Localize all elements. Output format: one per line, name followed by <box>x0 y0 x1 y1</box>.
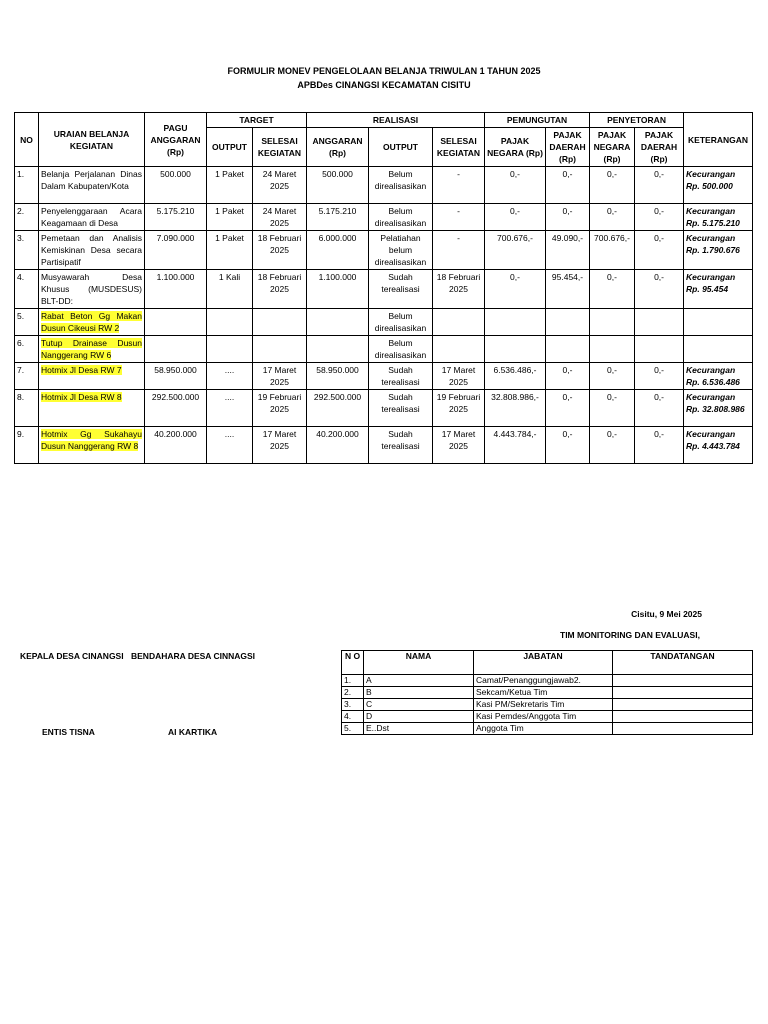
cell-pemungutan-daerah: 95.454,- <box>546 270 590 309</box>
cell-no: 5. <box>15 309 39 336</box>
cell-penyetoran-daerah: 0,- <box>635 204 684 231</box>
cell-target-selesai: 18 Februari 2025 <box>253 270 307 309</box>
team-header-no: N O <box>342 651 364 675</box>
cell-pemungutan-daerah: 0,- <box>546 427 590 464</box>
table-row <box>15 363 753 390</box>
table-row <box>15 390 753 427</box>
cell-pemungutan-daerah: 0,- <box>546 204 590 231</box>
cell-penyetoran-daerah: 0,- <box>635 167 684 204</box>
cell-uraian <box>39 427 145 464</box>
header-realisasi-output: OUTPUT <box>369 128 433 167</box>
cell-no: 8. <box>15 390 39 427</box>
cell-pagu: 5.175.210 <box>145 204 207 231</box>
cell-target-output <box>207 336 253 363</box>
cell-penyetoran-negara: 0,- <box>590 167 635 204</box>
cell-realisasi-anggaran <box>307 336 369 363</box>
header-realisasi: REALISASI <box>307 113 485 128</box>
highlighted-text: Hotmix Jl Desa RW 8 <box>41 392 122 402</box>
form-subtitle: APBDes CINANGSI KECAMATAN CISITU <box>297 80 471 90</box>
cell-target-selesai: 19 Februari 2025 <box>253 390 307 427</box>
header-penyetoran-negara: PAJAK NEGARA (Rp) <box>590 128 635 167</box>
header-pemungutan-daerah: PAJAK DAERAH (Rp) <box>546 128 590 167</box>
cell-realisasi-output: Belum direalisasikan <box>369 309 433 336</box>
cell-uraian <box>39 390 145 427</box>
cell-keterangan: Kecurangan Rp. 5.175.210 <box>684 204 753 231</box>
header-penyetoran: PENYETORAN <box>590 113 684 128</box>
cell-target-selesai: 18 Februari 2025 <box>253 231 307 270</box>
bendahara-name: AI KARTIKA <box>168 727 218 737</box>
cell-target-selesai <box>253 336 307 363</box>
team-cell-tandatangan <box>613 723 753 735</box>
cell-penyetoran-daerah: 0,- <box>635 363 684 390</box>
highlighted-text: Hotmix Gg Sukahayu Dusun Nanggerang RW 8 <box>41 429 142 451</box>
cell-realisasi-output: Sudah terealisasi <box>369 270 433 309</box>
cell-realisasi-output: Belum direalisasikan <box>369 336 433 363</box>
cell-no: 3. <box>15 231 39 270</box>
header-pemungutan: PEMUNGUTAN <box>485 113 590 128</box>
table-row <box>15 309 753 336</box>
team-cell-no: 3. <box>342 699 364 711</box>
cell-pemungutan-negara <box>485 336 546 363</box>
cell-realisasi-output: Sudah terealisasi <box>369 363 433 390</box>
cell-penyetoran-negara: 700.676,- <box>590 231 635 270</box>
cell-no: 6. <box>15 336 39 363</box>
cell-target-selesai <box>253 309 307 336</box>
cell-pemungutan-negara: 4.443.784,- <box>485 427 546 464</box>
cell-pagu: 7.090.000 <box>145 231 207 270</box>
team-row <box>342 723 753 735</box>
team-row <box>342 675 753 687</box>
cell-penyetoran-daerah: 0,- <box>635 231 684 270</box>
cell-target-selesai: 17 Maret 2025 <box>253 427 307 464</box>
cell-realisasi-anggaran: 500.000 <box>307 167 369 204</box>
cell-pemungutan-daerah: 0,- <box>546 390 590 427</box>
cell-keterangan: Kecurangan Rp. 1.790.676 <box>684 231 753 270</box>
cell-pemungutan-daerah: 0,- <box>546 363 590 390</box>
cell-no: 9. <box>15 427 39 464</box>
cell-realisasi-selesai: - <box>433 231 485 270</box>
cell-target-output: 1 Paket <box>207 167 253 204</box>
cell-pemungutan-daerah: 49.090,- <box>546 231 590 270</box>
highlighted-text: Hotmix Jl Desa RW 7 <box>41 365 122 375</box>
cell-penyetoran-daerah <box>635 309 684 336</box>
highlighted-text: Tutup Drainase Dusun Nanggerang RW 6 <box>41 338 142 360</box>
cell-uraian <box>39 309 145 336</box>
cell-pemungutan-daerah <box>546 309 590 336</box>
cell-target-output: 1 Paket <box>207 204 253 231</box>
cell-pemungutan-daerah: 0,- <box>546 167 590 204</box>
cell-penyetoran-daerah: 0,- <box>635 270 684 309</box>
cell-penyetoran-negara <box>590 336 635 363</box>
cell-realisasi-anggaran: 58.950.000 <box>307 363 369 390</box>
cell-realisasi-selesai: 19 Februari 2025 <box>433 390 485 427</box>
cell-uraian: Penyelenggaraan Acara Keagamaan di Desa <box>39 204 145 231</box>
cell-realisasi-output: Pelatiahan belum direalisasikan <box>369 231 433 270</box>
cell-penyetoran-negara: 0,- <box>590 363 635 390</box>
team-header-row <box>342 651 753 675</box>
cell-realisasi-anggaran <box>307 309 369 336</box>
kepala-desa-name: ENTIS TISNA <box>42 727 95 737</box>
team-cell-tandatangan <box>613 675 753 687</box>
cell-pemungutan-negara: 6.536.486,- <box>485 363 546 390</box>
header-realisasi-selesai: SELESAI KEGIATAN <box>433 128 485 167</box>
table-row <box>15 336 753 363</box>
cell-realisasi-output: Sudah terealisasi <box>369 427 433 464</box>
cell-keterangan: Kecurangan Rp. 500.000 <box>684 167 753 204</box>
header-penyetoran-daerah: PAJAK DAERAH (Rp) <box>635 128 684 167</box>
team-cell-jabatan: Camat/Penanggungjawab2. <box>474 675 613 687</box>
cell-realisasi-selesai: 18 Februari 2025 <box>433 270 485 309</box>
cell-target-output: .... <box>207 390 253 427</box>
cell-penyetoran-negara: 0,- <box>590 270 635 309</box>
team-header-tandatangan: TANDATANGAN <box>613 651 753 675</box>
team-cell-jabatan: Kasi PM/Sekretaris Tim <box>474 699 613 711</box>
team-cell-no: 4. <box>342 711 364 723</box>
monev-table <box>14 112 753 464</box>
header-no: NO <box>15 113 39 167</box>
table-row <box>15 231 753 270</box>
cell-pemungutan-negara: 0,- <box>485 270 546 309</box>
cell-pagu <box>145 336 207 363</box>
kepala-desa-title: KEPALA DESA CINANGSI <box>20 651 124 661</box>
cell-target-selesai: 24 Maret 2025 <box>253 167 307 204</box>
team-row <box>342 687 753 699</box>
team-cell-no: 1. <box>342 675 364 687</box>
cell-pemungutan-negara: 700.676,- <box>485 231 546 270</box>
team-cell-nama: E..Dst <box>364 723 474 735</box>
cell-realisasi-output: Belum direalisasikan <box>369 167 433 204</box>
cell-realisasi-anggaran: 5.175.210 <box>307 204 369 231</box>
cell-realisasi-output: Sudah terealisasi <box>369 390 433 427</box>
cell-realisasi-selesai: - <box>433 204 485 231</box>
cell-keterangan: Kecurangan Rp. 4.443.784 <box>684 427 753 464</box>
team-table <box>341 650 753 735</box>
form-title: FORMULIR MONEV PENGELOLAAN BELANJA TRIWULAN 1 TAHUN 2025 <box>227 66 541 76</box>
cell-target-output: 1 Paket <box>207 231 253 270</box>
team-cell-tandatangan <box>613 699 753 711</box>
table-row <box>15 427 753 464</box>
cell-pemungutan-daerah <box>546 336 590 363</box>
cell-realisasi-selesai <box>433 309 485 336</box>
team-cell-no: 2. <box>342 687 364 699</box>
cell-realisasi-selesai: 17 Maret 2025 <box>433 427 485 464</box>
cell-keterangan: Kecurangan Rp. 6.536.486 <box>684 363 753 390</box>
cell-pemungutan-negara <box>485 309 546 336</box>
highlighted-text: Rabat Beton Gg Makan Dusun Cikeusi RW 2 <box>41 311 142 333</box>
cell-realisasi-selesai: 17 Maret 2025 <box>433 363 485 390</box>
cell-uraian <box>39 363 145 390</box>
cell-penyetoran-daerah <box>635 336 684 363</box>
cell-keterangan <box>684 309 753 336</box>
team-header-jabatan: JABATAN <box>474 651 613 675</box>
cell-pemungutan-negara: 32.808.986,- <box>485 390 546 427</box>
cell-no: 1. <box>15 167 39 204</box>
cell-penyetoran-negara: 0,- <box>590 204 635 231</box>
cell-penyetoran-negara: 0,- <box>590 427 635 464</box>
cell-uraian: Musyawarah Desa Khusus (MUSDESUS) BLT-DD: <box>39 270 145 309</box>
header-target-selesai: SELESAI KEGIATAN <box>253 128 307 167</box>
cell-keterangan <box>684 336 753 363</box>
header-pemungutan-negara: PAJAK NEGARA (Rp) <box>485 128 546 167</box>
header-realisasi-anggaran: ANGGARAN (Rp) <box>307 128 369 167</box>
team-cell-nama: C <box>364 699 474 711</box>
cell-pemungutan-negara: 0,- <box>485 167 546 204</box>
cell-realisasi-anggaran: 40.200.000 <box>307 427 369 464</box>
team-cell-nama: A <box>364 675 474 687</box>
team-cell-tandatangan <box>613 711 753 723</box>
team-title: TIM MONITORING DAN EVALUASI, <box>560 630 700 640</box>
cell-pagu: 1.100.000 <box>145 270 207 309</box>
cell-penyetoran-daerah: 0,- <box>635 390 684 427</box>
team-cell-jabatan: Anggota Tim <box>474 723 613 735</box>
table-row <box>15 204 753 231</box>
team-row <box>342 699 753 711</box>
cell-no: 4. <box>15 270 39 309</box>
team-cell-jabatan: Sekcam/Ketua Tim <box>474 687 613 699</box>
team-cell-nama: B <box>364 687 474 699</box>
cell-no: 7. <box>15 363 39 390</box>
header-target: TARGET <box>207 113 307 128</box>
team-cell-tandatangan <box>613 687 753 699</box>
cell-realisasi-anggaran: 292.500.000 <box>307 390 369 427</box>
cell-keterangan: Kecurangan Rp. 32.808.986 <box>684 390 753 427</box>
cell-target-output: 1 Kali <box>207 270 253 309</box>
table-row <box>15 167 753 204</box>
cell-penyetoran-negara: 0,- <box>590 390 635 427</box>
header-row-1 <box>15 113 753 128</box>
cell-keterangan: Kecurangan Rp. 95.454 <box>684 270 753 309</box>
cell-uraian: Belanja Perjalanan Dinas Dalam Kabupaten/Kota <box>39 167 145 204</box>
cell-realisasi-anggaran: 1.100.000 <box>307 270 369 309</box>
header-pagu: PAGU ANGGARAN (Rp) <box>145 113 207 167</box>
cell-realisasi-output: Belum direalisasikan <box>369 204 433 231</box>
cell-pemungutan-negara: 0,- <box>485 204 546 231</box>
cell-uraian <box>39 336 145 363</box>
team-row <box>342 711 753 723</box>
cell-realisasi-selesai <box>433 336 485 363</box>
team-cell-jabatan: Kasi Pemdes/Anggota Tim <box>474 711 613 723</box>
cell-pagu: 58.950.000 <box>145 363 207 390</box>
team-header-nama: NAMA <box>364 651 474 675</box>
team-cell-nama: D <box>364 711 474 723</box>
place-date: Cisitu, 9 Mei 2025 <box>631 609 702 619</box>
team-cell-no: 5. <box>342 723 364 735</box>
cell-target-output <box>207 309 253 336</box>
cell-no: 2. <box>15 204 39 231</box>
cell-target-output: .... <box>207 427 253 464</box>
cell-realisasi-anggaran: 6.000.000 <box>307 231 369 270</box>
cell-target-selesai: 17 Maret 2025 <box>253 363 307 390</box>
cell-target-output: .... <box>207 363 253 390</box>
header-keterangan: KETERANGAN <box>684 113 753 167</box>
cell-pagu: 292.500.000 <box>145 390 207 427</box>
header-uraian: URAIAN BELANJA KEGIATAN <box>39 113 145 167</box>
cell-target-selesai: 24 Maret 2025 <box>253 204 307 231</box>
cell-pagu: 500.000 <box>145 167 207 204</box>
table-row <box>15 270 753 309</box>
cell-realisasi-selesai: - <box>433 167 485 204</box>
header-target-output: OUTPUT <box>207 128 253 167</box>
cell-penyetoran-negara <box>590 309 635 336</box>
cell-pagu: 40.200.000 <box>145 427 207 464</box>
bendahara-title: BENDAHARA DESA CINNAGSI <box>131 651 256 661</box>
cell-penyetoran-daerah: 0,- <box>635 427 684 464</box>
cell-uraian: Pemetaan dan Analisis Kemiskinan Desa secara Partisipatif <box>39 231 145 270</box>
cell-pagu <box>145 309 207 336</box>
